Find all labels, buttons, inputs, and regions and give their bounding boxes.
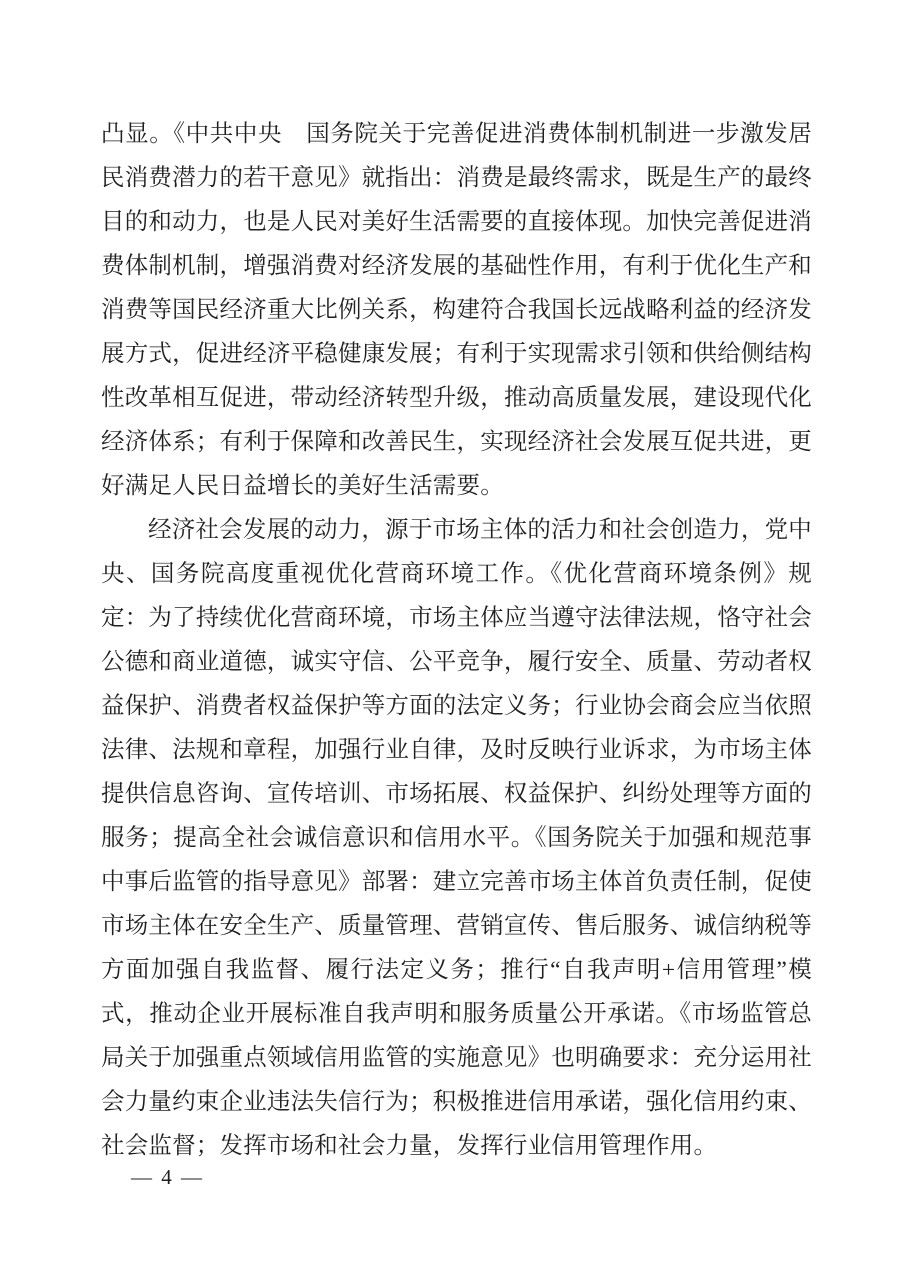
body-paragraph-continuation: 凸显。《中共中央 国务院关于完善促进消费体制机制进一步激发居民消费潜力的若干意见》就指出：消费是最终需求，既是生产的最终目的和动力，也是人民对美好生活需要的直接体现。加快完善促进消费体制机制，增强消费对经济发展的基础性作用，有利于优化生产和消费等国民经济重大比例关系，构建符合我国长远战略利益的经济发展方式，促进经济平稳健康发展；有利于实现需求引领和供给侧结构性改革相互促进，带动经济转型升级，推动高质量发展，建设现代化经济体系；有利于保障和改善民生，实现经济社会发展互促共进，更好满足人民日益增长的美好生活需要。	[101, 121, 812, 499]
page-number: — 4 —	[131, 1165, 204, 1189]
body-paragraph-second: 经济社会发展的动力，源于市场主体的活力和社会创造力，党中央、国务院高度重视优化营商环境工作。《优化营商环境条例》规定：为了持续优化营商环境，市场主体应当遵守法律法规，恪守社会公德和商业道德，诚实守信、公平竞争，履行安全、质量、劳动者权益保护、消费者权益保护等方面的法定义务；行业协会商会应当依照法律、法规和章程，加强行业自律，及时反映行业诉求，为市场主体提供信息咨询、宣传培训、市场拓展、权益保护、纠纷处理等方面的服务；提高全社会诚信意识和信用水平。《国务院关于加强和规范事中事后监管的指导意见》部署：建立完善市场主体首负责任制，促使市场主体在安全生产、质量管理、营销宣传、售后服务、诚信纳税等方面加强自我监督、履行法定义务；推行“自我声明+信用管理”模式，推动企业开展标准自我声明和服务质量公开承诺。《市场监管总局关于加强重点领域信用监管的实施意见》也明确要求：充分运用社会力量约束企业违法失信行为；积极推进信用承诺，强化信用约束、社会监督；发挥市场和社会力量，发挥行业信用管理作用。	[101, 517, 812, 1159]
document-body	[101, 112, 812, 1168]
